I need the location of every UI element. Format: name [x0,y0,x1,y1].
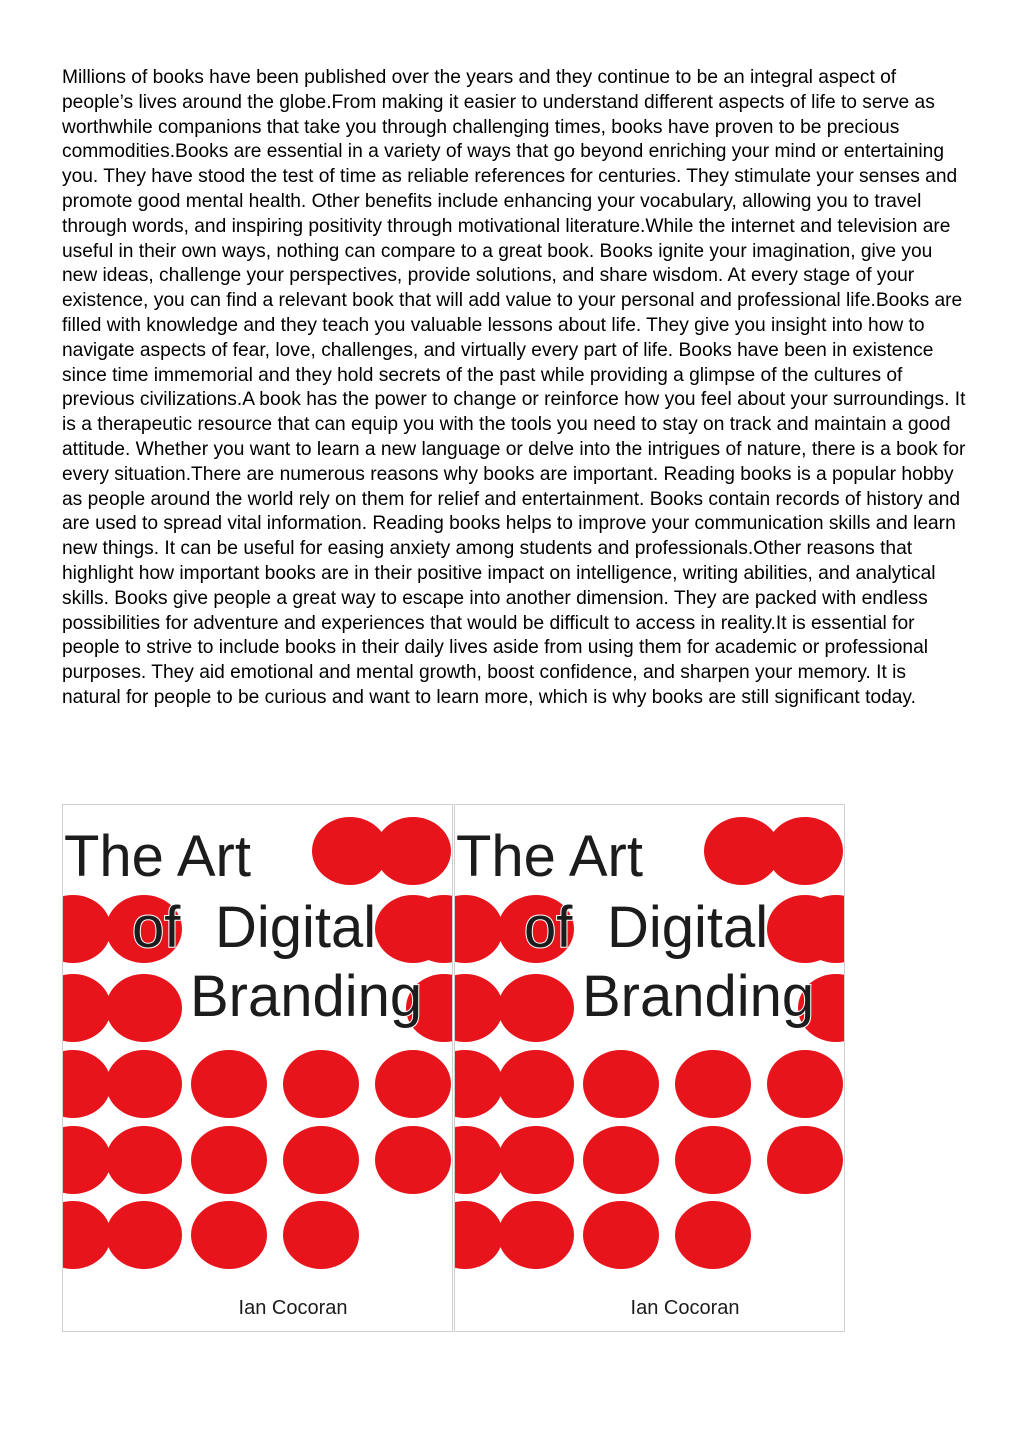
red-dot [455,1126,503,1194]
red-dot [283,1201,359,1269]
red-dot [63,1050,111,1118]
red-dot [767,1050,843,1118]
book-cover-left [62,804,453,1332]
red-dot [375,1050,451,1118]
red-dot [191,1050,267,1118]
red-dot [283,1126,359,1194]
cover-title-of: of [524,895,573,960]
red-dot [498,1201,574,1269]
book-cover-images [62,804,845,1332]
cover-title-digital: Digital [607,895,769,960]
red-dot [63,1201,111,1269]
red-dot [106,974,182,1042]
red-dot [63,974,111,1042]
red-dot [191,1126,267,1194]
red-dot [583,1050,659,1118]
cover-author: Ian Cocoran [630,1297,740,1319]
red-dot [106,1126,182,1194]
cover-author: Ian Cocoran [238,1297,348,1319]
red-dot [375,1126,451,1194]
book-cover-right [454,804,845,1332]
cover-title-line1: The Art [456,824,643,889]
red-dot [455,1050,503,1118]
red-dot [455,1201,503,1269]
red-dot [106,1050,182,1118]
red-dot [498,1050,574,1118]
red-dot [498,974,574,1042]
cover-title-line3: Branding [582,964,815,1029]
red-dot [583,1201,659,1269]
red-dot [675,1050,751,1118]
red-dot [63,895,111,963]
red-dot [675,1126,751,1194]
book-cover-art [455,805,845,1332]
book-cover-art [63,805,453,1332]
article-body: Millions of books have been published over the years and they continue to be an integral aspect of people’s lives around the globe.From making it easier to understand different aspects of life to serve as worthwhile companions that take you through challenging times, books have proven to be precious commodities.Books are essential in a variety of ways that go beyond enriching your mind or entertaining you. They have stood the test of time as reliable references for centuries. They stimulate your senses and promote good mental health. Other benefits include enhancing your vocabulary, allowing you to travel through words, and inspiring positivity through motivational literature.While the internet and television are useful in their own ways, nothing can compare to a great book. Books ignite your imagination, give you new ideas, challenge your perspectives, provide solutions, and share wisdom. At every stage of your existence, you can find a relevant book that will add value to your personal and professional life.Books are filled with knowledge and they teach you valuable lessons about life. They give you insight into how to navigate aspects of fear, love, challenges, and virtually every part of life. Books have been in existence since time immemorial and they hold secrets of the past while providing a glimpse of the cultures of previous civilizations.A book has the power to change or reinforce how you feel about your surroundings. It is a therapeutic resource that can equip you with the tools you need to stay on track and maintain a good attitude. Whether you want to learn a new language or delve into the intrigues of nature, there is a book for every situation.There are numerous reasons why books are important. Reading books is a popular hobby as people around the world rely on them for relief and entertainment. Books contain records of history and are used to spread vital information. Reading books helps to improve your communication skills and learn new things. It can be useful for easing anxiety among students and professionals.Other reasons that highlight how important books are in their positive impact on intelligence, writing abilities, and analytical skills. Books give people a great way to escape into another dimension. They are packed with endless possibilities for adventure and experiences that would be difficult to access in reality.It is essential for people to strive to include books in their daily lives aside from using them for academic or professional purposes. They aid emotional and mental growth, boost confidence, and sharpen your memory. It is natural for people to be curious and want to learn more, which is why books are still significant today. [62,67,966,708]
red-dot [312,817,388,885]
red-dot [283,1050,359,1118]
red-dot [767,1126,843,1194]
cover-title-line3: Branding [190,964,423,1029]
red-dot [455,895,503,963]
cover-title-digital: Digital [215,895,377,960]
red-dot [455,974,503,1042]
red-dot [191,1201,267,1269]
red-dot [63,1126,111,1194]
red-dot [675,1201,751,1269]
red-dot [704,817,780,885]
red-dot [106,1201,182,1269]
red-dot [583,1126,659,1194]
cover-title-of: of [132,895,181,960]
cover-title-line1: The Art [64,824,251,889]
red-dot [498,1126,574,1194]
